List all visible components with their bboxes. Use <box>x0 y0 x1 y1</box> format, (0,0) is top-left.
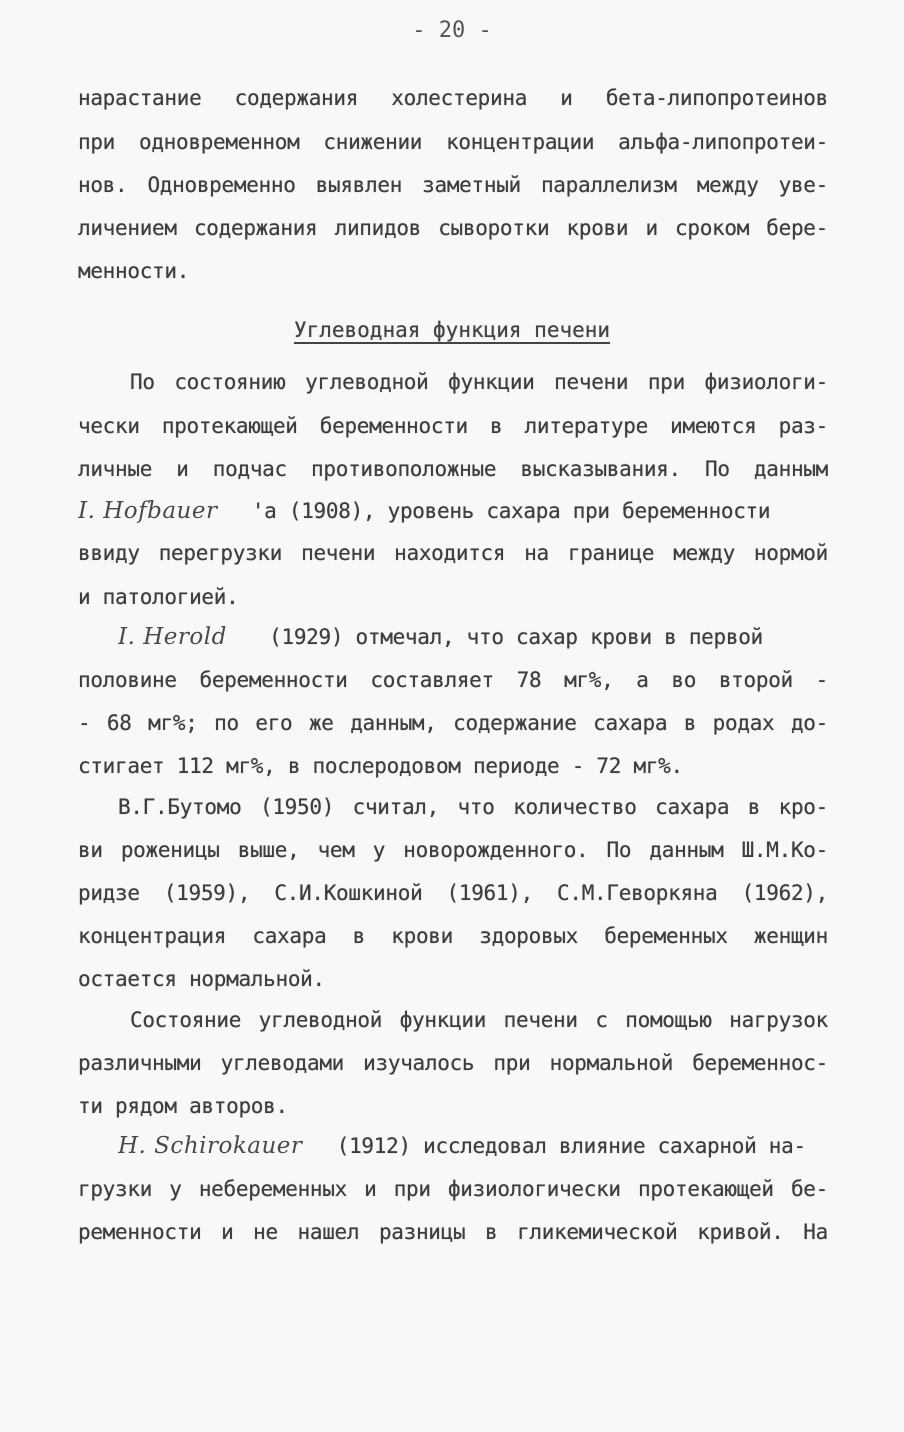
text-line: личные и подчас противоположные высказывания. По данным <box>78 457 828 481</box>
text-line: ввиду перегрузки печени находится на границе между нормой <box>78 541 828 565</box>
text-line-with-signature <box>78 498 828 524</box>
text-line: грузки у небеременных и при физиологически протекающей бе- <box>78 1177 828 1201</box>
text-line: ви роженицы выше, чем у новорожденного. По данным Ш.М.Ко- <box>78 838 828 862</box>
text-line: нарастание содержания холестерина и бета-липопротеинов <box>78 86 828 110</box>
text-fragment: (1912) исследовал влияние сахарной на- <box>336 1134 806 1158</box>
text-fragment: (1929) отмечал, что сахар крови в первой <box>269 625 763 649</box>
text-line: личением содержания липидов сыворотки крови и сроком бере- <box>78 216 828 240</box>
page-number: - 20 - <box>412 18 492 43</box>
text-line: По состоянию углеводной функции печени при физиологи- <box>130 370 828 394</box>
text-line: при одновременном снижении концентрации альфа-липопротеи- <box>78 130 828 154</box>
text-line: стигает 112 мг%, в послеродовом периоде - 72 мг%. <box>78 754 683 778</box>
text-line: В.Г.Бутомо (1950) считал, что количество сахара в кро- <box>118 795 828 819</box>
text-line: ридзе (1959), С.И.Кошкиной (1961), С.М.Геворкяна (1962), <box>78 881 828 905</box>
text-line: различными углеводами изучалось при нормальной беременнос- <box>78 1051 828 1075</box>
text-fragment: 'а (1908), уровень сахара при беременности <box>251 499 771 523</box>
text-line: концентрация сахара в крови здоровых беременных женщин <box>78 924 828 948</box>
handwritten-author-name: H. Schirokauer <box>118 1133 303 1159</box>
text-line: остается нормальной. <box>78 967 325 991</box>
text-line: - 68 мг%; по его же данным, содержание сахара в родах до- <box>78 711 828 735</box>
text-line: ременности и не нашел разницы в гликемической кривой. На <box>78 1220 828 1244</box>
handwritten-author-name: I. Herold <box>118 624 227 650</box>
text-line: нов. Одновременно выявлен заметный параллелизм между уве- <box>78 173 828 197</box>
text-line: Состояние углеводной функции печени с помощью нагрузок <box>130 1008 828 1032</box>
section-heading <box>0 318 904 342</box>
text-line-with-signature <box>118 624 828 650</box>
text-line: половине беременности составляет 78 мг%, а во второй - <box>78 668 828 692</box>
text-line: ти рядом авторов. <box>78 1094 288 1118</box>
section-heading-text: Углеводная функция печени <box>293 318 611 342</box>
text-line: менности. <box>78 259 190 283</box>
text-line: и патологией. <box>78 585 239 609</box>
text-line-with-signature <box>118 1133 828 1159</box>
text-line: чески протекающей беременности в литературе имеются раз- <box>78 414 828 438</box>
handwritten-author-name: I. Hofbauer <box>78 498 218 524</box>
